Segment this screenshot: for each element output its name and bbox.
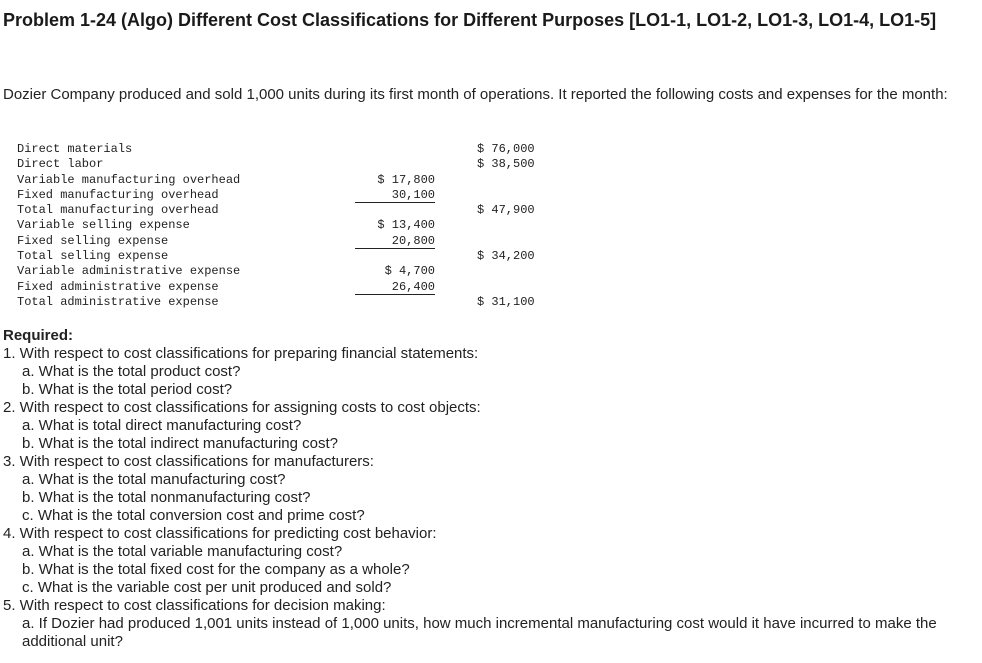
required-section bbox=[3, 327, 978, 651]
row-total-amount bbox=[477, 264, 539, 279]
table-row bbox=[17, 249, 539, 264]
question-3c: c. What is the total conversion cost and prime cost? bbox=[22, 507, 365, 524]
problem-title: Problem 1-24 (Algo) Different Cost Classifications for Different Purposes [LO1-1, LO1-2, LO1-3, LO1-4, LO1-5] bbox=[3, 10, 937, 30]
table-row bbox=[17, 188, 539, 203]
table-row bbox=[17, 203, 539, 218]
question-3a: a. What is the total manufacturing cost? bbox=[22, 471, 286, 488]
row-mid-amount: $ 13,400 bbox=[377, 218, 435, 233]
problem-intro: Dozier Company produced and sold 1,000 units during its first month of operations. It reported the following costs and expenses for the month: bbox=[3, 86, 948, 103]
row-mid-amount bbox=[355, 157, 435, 172]
table-row bbox=[17, 157, 539, 172]
question-5: 5. With respect to cost classifications for decision making: bbox=[3, 597, 386, 614]
row-total-amount: $ 47,900 bbox=[477, 203, 535, 218]
row-mid-amount bbox=[355, 142, 435, 157]
row-mid-amount bbox=[355, 203, 435, 218]
row-mid-amount: $ 17,800 bbox=[377, 172, 435, 187]
row-label: Direct materials bbox=[17, 142, 133, 156]
table-row bbox=[17, 218, 539, 233]
question-4b: b. What is the total fixed cost for the company as a whole? bbox=[22, 561, 410, 578]
row-total-amount bbox=[477, 173, 539, 188]
row-label: Direct labor bbox=[17, 157, 104, 172]
row-total-amount: $ 34,200 bbox=[477, 249, 535, 264]
question-2a: a. What is total direct manufacturing cost? bbox=[22, 417, 302, 434]
row-mid-amount-underlined: 20,800 bbox=[355, 235, 435, 249]
row-total-amount: $ 31,100 bbox=[477, 294, 535, 309]
row-mid-amount bbox=[355, 249, 435, 264]
row-label: Total administrative expense bbox=[17, 294, 219, 309]
required-heading: Required: bbox=[3, 327, 74, 344]
table-row bbox=[17, 264, 539, 279]
question-3b: b. What is the total nonmanufacturing cost? bbox=[22, 489, 311, 506]
row-label: Total selling expense bbox=[17, 249, 169, 264]
question-2b: b. What is the total indirect manufacturing cost? bbox=[22, 435, 338, 452]
question-1b: b. What is the total period cost? bbox=[22, 381, 233, 398]
row-mid-amount: $ 4,700 bbox=[384, 264, 435, 279]
question-4c: c. What is the variable cost per unit produced and sold? bbox=[22, 579, 392, 596]
row-label: Variable manufacturing overhead bbox=[17, 172, 241, 187]
table-row bbox=[17, 142, 539, 157]
table-row bbox=[17, 280, 539, 295]
row-total-amount bbox=[477, 188, 539, 203]
table-row bbox=[17, 234, 539, 249]
row-mid-amount bbox=[355, 295, 435, 310]
row-total-amount: $ 76,000 bbox=[477, 142, 535, 156]
row-label: Variable administrative expense bbox=[17, 264, 241, 279]
row-mid-amount-underlined: 26,400 bbox=[355, 281, 435, 295]
row-total-amount bbox=[477, 234, 539, 249]
row-label: Variable selling expense bbox=[17, 218, 190, 233]
row-mid-amount-underlined: 30,100 bbox=[355, 189, 435, 203]
question-4: 4. With respect to cost classifications for predicting cost behavior: bbox=[3, 525, 437, 542]
row-total-amount: $ 38,500 bbox=[477, 157, 535, 172]
question-3: 3. With respect to cost classifications for manufacturers: bbox=[3, 453, 374, 470]
row-total-amount bbox=[477, 280, 539, 295]
row-total-amount bbox=[477, 218, 539, 233]
cost-table bbox=[17, 142, 539, 310]
table-row bbox=[17, 295, 539, 310]
row-label: Total manufacturing overhead bbox=[17, 203, 219, 218]
question-1a: a. What is the total product cost? bbox=[22, 363, 241, 380]
question-5a: a. If Dozier had produced 1,001 units instead of 1,000 units, how much incremental manufacturing cost would it have incurred to make the additional unit? bbox=[22, 615, 937, 650]
table-row bbox=[17, 173, 539, 188]
question-4a: a. What is the total variable manufacturing cost? bbox=[22, 543, 343, 560]
question-2: 2. With respect to cost classifications for assigning costs to cost objects: bbox=[3, 399, 481, 416]
row-label: Fixed manufacturing overhead bbox=[17, 187, 219, 202]
row-label: Fixed administrative expense bbox=[17, 279, 219, 294]
question-1: 1. With respect to cost classifications for preparing financial statements: bbox=[3, 345, 479, 362]
row-label: Fixed selling expense bbox=[17, 233, 169, 248]
